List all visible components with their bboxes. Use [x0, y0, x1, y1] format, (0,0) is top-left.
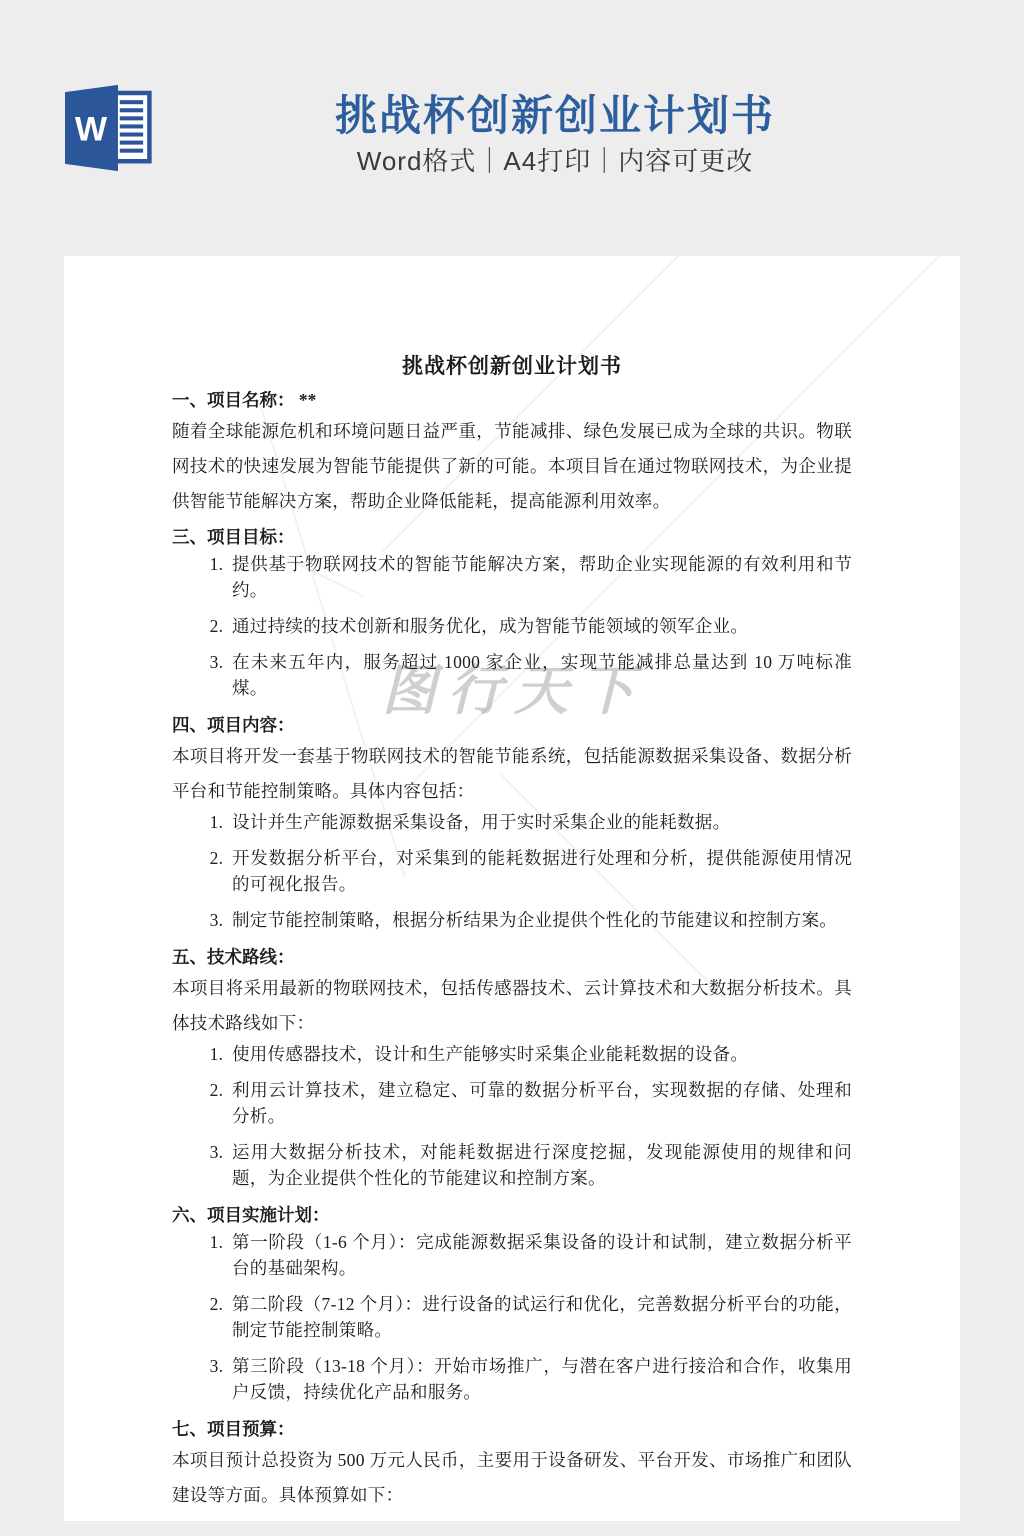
- doc-section: [172, 943, 852, 1191]
- doc-section: [172, 1201, 852, 1405]
- section-heading: 四、项目内容：: [172, 715, 295, 735]
- site-header: [0, 0, 1024, 256]
- section-list: [172, 551, 852, 701]
- document-title: 挑战杯创新创业计划书: [402, 354, 622, 378]
- list-item: 1. 设计并生产能源数据采集设备，用于实时采集企业的能耗数据。: [228, 809, 852, 835]
- list-item: 2. 开发数据分析平台，对采集到的能耗数据进行处理和分析，提供能源使用情况的可视化报告。: [228, 845, 852, 897]
- page-title: 挑战杯创新创业计划书: [334, 92, 775, 139]
- watermark-text: 图行天下: [382, 658, 646, 722]
- list-item: 2. 通过持续的技术创新和服务优化，成为智能节能领域的领军企业。: [228, 613, 852, 639]
- doc-sections: [172, 386, 852, 1513]
- list-item: 2. 第二阶段（7-12 个月）：进行设备的试运行和优化，完善数据分析平台的功能，制定节能控制策略。: [228, 1291, 852, 1343]
- list-item: 1. 提供基于物联网技术的智能节能解决方案，帮助企业实现能源的有效利用和节约。: [228, 551, 852, 603]
- page-subtitle: Word格式｜A4打印｜内容可更改: [356, 146, 754, 176]
- list-item: 1. 使用传感器技术，设计和生产能够实时采集企业能耗数据的设备。: [228, 1041, 852, 1067]
- section-heading: 三、项目目标：: [172, 527, 295, 547]
- section-heading: 一、项目名称： **: [172, 390, 317, 410]
- doc-section: [172, 523, 852, 701]
- document-page: [64, 256, 960, 1521]
- list-item: 2. 利用云计算技术，建立稳定、可靠的数据分析平台，实现数据的存储、处理和分析。: [228, 1077, 852, 1129]
- section-list: [172, 809, 852, 933]
- section-paragraph: 本项目将开发一套基于物联网技术的智能节能系统，包括能源数据采集设备、数据分析平台和节能控制策略。具体内容包括：: [172, 746, 852, 801]
- doc-section: [172, 386, 852, 519]
- header-title-block: [43, 0, 1024, 176]
- section-heading: 五、技术路线：: [172, 947, 295, 967]
- list-item: 1. 第一阶段（1-6 个月）：完成能源数据采集设备的设计和试制，建立数据分析平台的基础架构。: [228, 1229, 852, 1281]
- list-item: 3. 运用大数据分析技术，对能耗数据进行深度挖掘，发现能源使用的规律和问题，为企业提供个性化的节能建议和控制方案。: [228, 1139, 852, 1191]
- section-list: [172, 1229, 852, 1405]
- section-paragraph: 本项目将采用最新的物联网技术，包括传感器技术、云计算技术和大数据分析技术。具体技术路线如下：: [172, 978, 852, 1033]
- document-content: [64, 256, 960, 1513]
- list-item: 3. 第三阶段（13-18 个月）：开始市场推广，与潜在客户进行接洽和合作，收集用户反馈，持续优化产品和服务。: [228, 1353, 852, 1405]
- word-icon-letter: W: [74, 110, 108, 149]
- list-item: 3. 在未来五年内，服务超过 1000 家企业，实现节能减排总量达到 10 万吨标准煤。: [228, 649, 852, 701]
- doc-section: [172, 711, 852, 933]
- section-paragraph: 随着全球能源危机和环境问题日益严重，节能减排、绿色发展已成为全球的共识。物联网技术的快速发展为智能节能提供了新的可能。本项目旨在通过物联网技术，为企业提供智能节能解决方案，帮助企业降低能耗，提高能源利用效率。: [172, 421, 852, 511]
- section-heading: 六、项目实施计划：: [172, 1205, 330, 1225]
- section-list: [172, 1041, 852, 1191]
- list-item: 3. 制定节能控制策略，根据分析结果为企业提供个性化的节能建议和控制方案。: [228, 907, 852, 933]
- section-heading: 七、项目预算：: [172, 1419, 295, 1439]
- section-paragraph: 本项目预计总投资为 500 万元人民币，主要用于设备研发、平台开发、市场推广和团队建设等方面。具体预算如下：: [172, 1450, 852, 1505]
- doc-section: [172, 1415, 852, 1513]
